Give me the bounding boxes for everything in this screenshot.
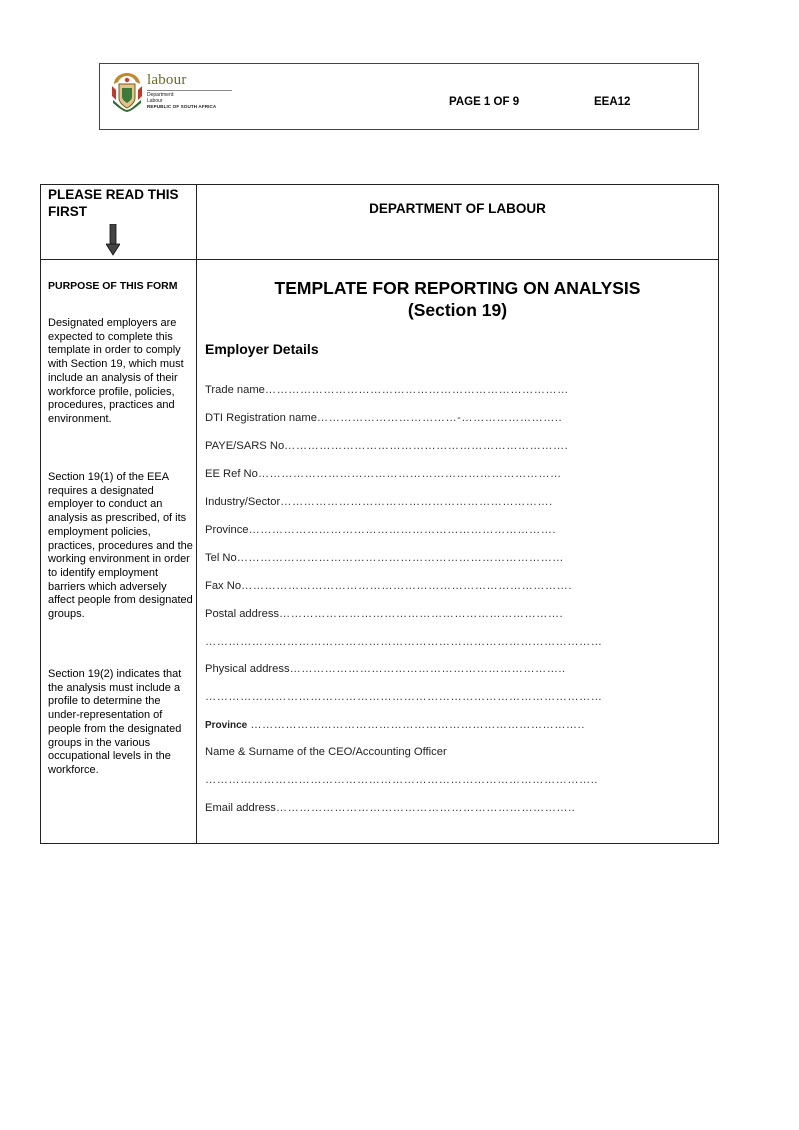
fax-no-field[interactable]: Fax No…………………………………………………………………………. [205, 580, 572, 592]
physical-address-field[interactable]: Physical address…………………………………………………………….. [205, 663, 566, 675]
logo-line-department: Department: [147, 92, 175, 98]
please-read-heading: PLEASE READ THIS FIRST [48, 187, 179, 219]
logo-wordmark: labour [147, 72, 187, 88]
logo-line-country: REPUBLIC OF SOUTH AFRICA [147, 104, 217, 109]
row-divider [41, 259, 718, 260]
dti-registration-field[interactable]: DTI Registration name………………………………-…………………….. [205, 412, 563, 424]
logo-divider [147, 90, 232, 91]
employer-details-heading: Employer Details [205, 341, 319, 357]
logo-line-labour: Labour [147, 98, 163, 104]
physical-address-line-2[interactable]: ………………………………………………………………………………………… [205, 691, 603, 703]
trade-name-field[interactable]: Trade name…………………………………………………………………… [205, 384, 569, 396]
ceo-name-label: Name & Surname of the CEO/Accounting Officer [205, 746, 447, 758]
form-table [40, 184, 719, 844]
form-code: EEA12 [594, 96, 631, 108]
paye-sars-field[interactable]: PAYE/SARS No………………………………………………………………. [205, 440, 569, 452]
department-heading: DEPARTMENT OF LABOUR [369, 201, 546, 216]
province-field[interactable]: Province……………………………………………………………………. [205, 524, 557, 536]
ee-ref-field[interactable]: EE Ref No…………………………………………………………………… [205, 468, 562, 480]
coat-of-arms-icon [110, 70, 144, 112]
arrow-down-icon [106, 224, 120, 256]
page-header [99, 63, 699, 130]
department-logo [110, 70, 240, 114]
purpose-heading: PURPOSE OF THIS FORM [48, 280, 178, 292]
ceo-name-field[interactable]: ……………………………………………………………………………………….. [205, 774, 598, 786]
industry-sector-field[interactable]: Industry/Sector……………………………………………………………. [205, 496, 553, 508]
section-19-2-paragraph: Section 19(2) indicates that the analysis must include a profile to determine the under-representation of people from the designated groups in the various occupational levels in the workforce. [48, 668, 182, 776]
form-subtitle: (Section 19) [407, 300, 508, 320]
section-19-1-paragraph: Section 19(1) of the EEA requires a designated employer to conduct an analysis as prescribed, of its employment policies, practices, procedures and the working environment in order to identify employment barriers which adversely affect people from designated groups. [48, 471, 193, 621]
province-field-2[interactable]: Province ………………………………………………………………………….. [205, 719, 585, 731]
page-number: PAGE 1 OF 9 [449, 96, 520, 108]
purpose-paragraph: Designated employers are expected to complete this template in order to comply with Section 19, which must include an analysis of their workforce profile, policies, procedures, practices and environment. [48, 317, 184, 425]
postal-address-field[interactable]: Postal address………………………………………………………………. [205, 608, 564, 620]
postal-address-line-2[interactable]: ………………………………………………………………………………………… [205, 636, 603, 648]
tel-no-field[interactable]: Tel No………………………………………………………………………… [205, 552, 564, 564]
email-address-field[interactable]: Email address………………………………………………………………….. [205, 802, 576, 814]
form-title: TEMPLATE FOR REPORTING ON ANALYSIS [274, 278, 641, 298]
